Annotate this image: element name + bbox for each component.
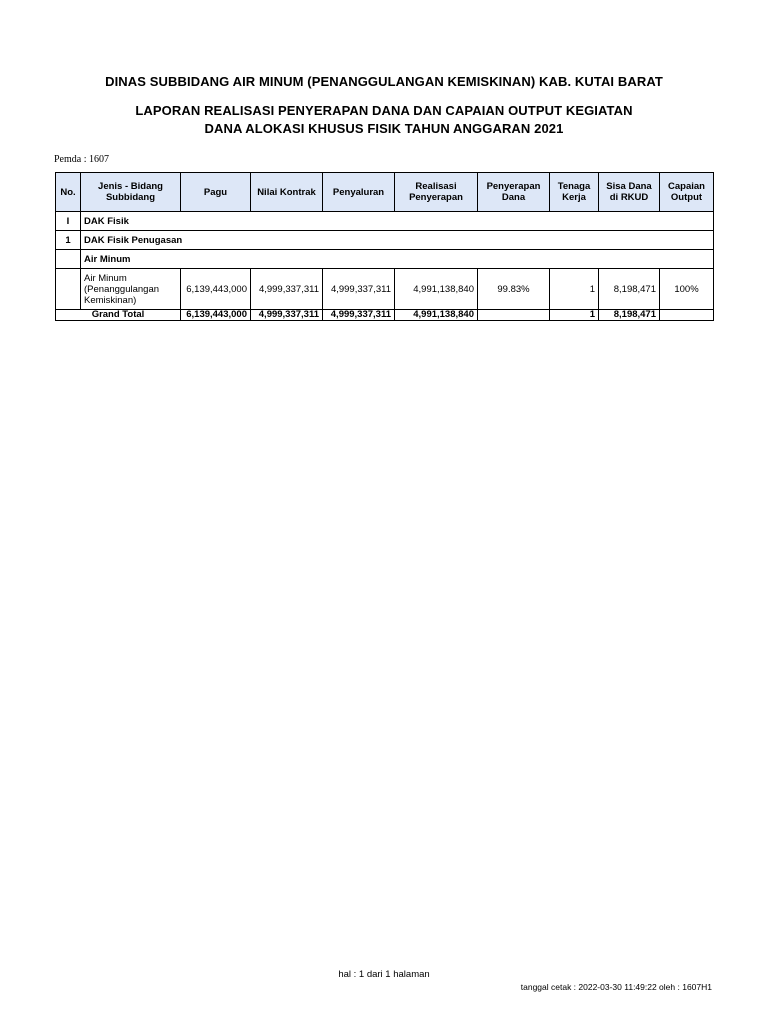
page-number: hal : 1 dari 1 halaman (338, 969, 430, 980)
column-header-realisasi: Realisasi Penyerapan (395, 173, 478, 212)
section-no (56, 250, 81, 269)
report-agency-title: DINAS SUBBIDANG AIR MINUM (PENANGGULANGAN KEMISKINAN) KAB. KUTAI BARAT (105, 74, 663, 89)
table-header-row (56, 173, 714, 212)
section-row-dak-fisik (56, 212, 714, 231)
column-header-capaian: Capaian Output (660, 173, 714, 212)
section-no: 1 (56, 231, 81, 250)
column-header-penyerapan-dana: Penyerapan Dana (478, 173, 550, 212)
cell-tenaga-kerja: 1 (550, 269, 599, 310)
column-header-pagu: Pagu (181, 173, 251, 212)
grand-total-penyerapan-dana (478, 310, 550, 321)
section-label: DAK Fisik Penugasan (81, 231, 714, 250)
section-label: Air Minum (81, 250, 714, 269)
cell-no (56, 269, 81, 310)
grand-total-capaian (660, 310, 714, 321)
report-subtitle: DANA ALOKASI KHUSUS FISIK TAHUN ANGGARAN 2021 (204, 121, 564, 136)
grand-total-tenaga-kerja: 1 (550, 310, 599, 321)
cell-pagu: 6,139,443,000 (181, 269, 251, 310)
table-row (56, 269, 714, 310)
column-header-jenis: Jenis - Bidang Subbidang (81, 173, 181, 212)
grand-total-label: Grand Total (56, 310, 181, 321)
grand-total-pagu: 6,139,443,000 (181, 310, 251, 321)
grand-total-penyaluran: 4,999,337,311 (323, 310, 395, 321)
column-header-no: No. (56, 173, 81, 212)
cell-capaian: 100% (660, 269, 714, 310)
grand-total-sisa-dana: 8,198,471 (599, 310, 660, 321)
grand-total-realisasi: 4,991,138,840 (395, 310, 478, 321)
cell-jenis: Air Minum (Penanggulangan Kemiskinan) (81, 269, 181, 310)
section-no: I (56, 212, 81, 231)
section-row-air-minum (56, 250, 714, 269)
cell-nilai-kontrak: 4,999,337,311 (251, 269, 323, 310)
cell-realisasi: 4,991,138,840 (395, 269, 478, 310)
column-header-tenaga-kerja: Tenaga Kerja (550, 173, 599, 212)
realization-table (55, 172, 714, 321)
report-title: LAPORAN REALISASI PENYERAPAN DANA DAN CAPAIAN OUTPUT KEGIATAN (135, 103, 633, 118)
cell-penyerapan-dana: 99.83% (478, 269, 550, 310)
pemda-code: Pemda : 1607 (54, 154, 109, 165)
cell-sisa-dana: 8,198,471 (599, 269, 660, 310)
print-timestamp: tanggal cetak : 2022-03-30 11:49:22 oleh : 1607H1 (520, 982, 712, 992)
grand-total-nilai-kontrak: 4,999,337,311 (251, 310, 323, 321)
column-header-nilai-kontrak: Nilai Kontrak (251, 173, 323, 212)
column-header-sisa-dana: Sisa Dana di RKUD (599, 173, 660, 212)
column-header-penyaluran: Penyaluran (323, 173, 395, 212)
grand-total-row (56, 310, 714, 321)
cell-penyaluran: 4,999,337,311 (323, 269, 395, 310)
section-label: DAK Fisik (81, 212, 714, 231)
section-row-dak-fisik-penugasan (56, 231, 714, 250)
